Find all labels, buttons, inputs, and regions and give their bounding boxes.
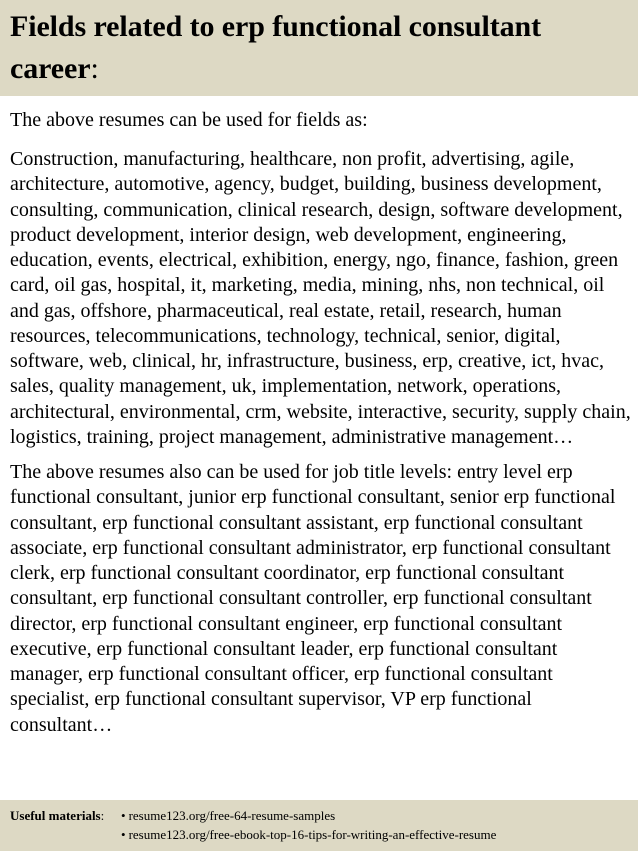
resource-link-item <box>121 806 335 825</box>
useful-materials-label-text: Useful materials <box>10 808 101 823</box>
footer-band <box>0 800 638 851</box>
fields-intro: The above resumes can be used for fields as: <box>10 109 368 131</box>
page-title <box>10 6 628 90</box>
resource-link-ebook-tips[interactable]: resume123.org/free-ebook-top-16-tips-for-writing-an-effective-resume <box>128 827 497 842</box>
useful-materials-label-colon: : <box>100 808 105 823</box>
footer-row-1 <box>10 806 628 825</box>
footer-row-2 <box>10 825 628 844</box>
bullet-icon: • <box>121 808 126 823</box>
resource-link-resume-samples[interactable]: resume123.org/free-64-resume-samples <box>128 808 336 823</box>
bullet-icon: • <box>121 827 126 842</box>
useful-materials-label <box>10 806 121 825</box>
page-title-colon: : <box>90 52 99 85</box>
job-levels-paragraph: The above resumes also can be used for job title levels: entry level erp functional consultant, junior erp functional consultant, senior erp functional consultant, erp functional consultant assistant, erp functional consultant associate, erp functional consultant administrator, erp functional consultant clerk, erp functional consultant coordinator, erp functional consultant consultant, erp functional consultant controller, erp functional consultant director, erp functional consultant engineer, erp functional consultant executive, erp functional consultant leader, erp functional consultant manager, erp functional consultant officer, erp functional consultant specialist, erp functional consultant supervisor, VP erp functional consultant… <box>10 461 616 736</box>
fields-list-paragraph: Construction, manufacturing, healthcare, non profit, advertising, agile, architecture, automotive, agency, budget, building, business development, consulting, communication, clinical research, design, software development, product development, interior design, web development, engineering, education, events, electrical, exhibition, energy, ngo, finance, fashion, green card, oil gas, hospital, it, marketing, media, mining, nhs, non technical, oil and gas, offshore, pharmaceutical, real estate, retail, research, human resources, telecommunications, technology, technical, senior, digital, software, web, clinical, hr, infrastructure, business, erp, creative, ict, hvac, sales, quality management, uk, implementation, network, operations, architectural, environmental, crm, website, interactive, security, supply chain, logistics, training, project management, administrative management… <box>10 148 631 448</box>
header-band <box>0 0 638 96</box>
footer-label-spacer <box>10 825 121 844</box>
page-title-text: Fields related to erp functional consultant career <box>10 10 541 85</box>
resource-link-item <box>121 825 496 844</box>
main-content <box>10 108 635 748</box>
